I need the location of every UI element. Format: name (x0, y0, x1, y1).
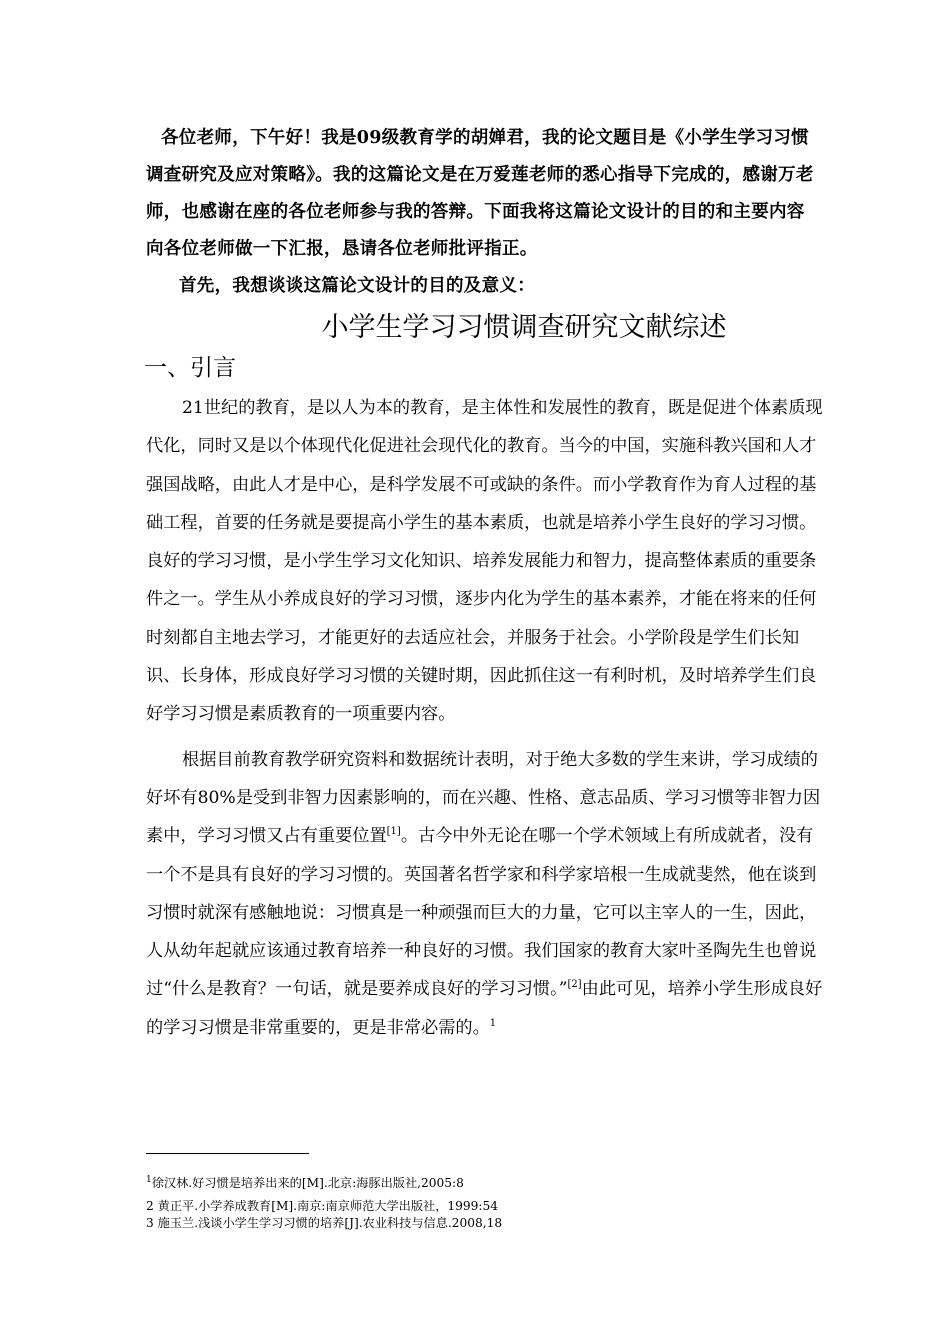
document-title (0, 308, 950, 348)
intro-paragraph-1: 各位老师，下午好！我是09级教育学的胡婵君，我的论文题目是《小学生学习习惯调查研究及应对策略》。我的这篇论文是在万爱莲老师的悉心指导下完成的，感谢万老师，也感谢在座的各位老师参与我的答辩。下面我将这篇论文设计的目的和主要内容向各位老师做一下汇报，恳请各位老师批评指正。 (146, 128, 814, 259)
footnote-separator (146, 1153, 309, 1154)
footnote-2: 2 黄正平.小学养成教育[M].南京:南京师范大学出版社，1999:54 (146, 1199, 499, 1213)
body-paragraph-1: 21世纪的教育，是以人为本的教育，是主体性和发展性的教育，既是促进个体素质现代化，同时又是以个体现代化促进社会现代化的教育。当今的中国，实施科教兴国和人才强国战略，由此人才是中心，是科学发展不可或缺的条件。而小学教育作为育人过程的基础工程，首要的任务就是要提高小学生的基本素质，也就是培养小学生良好的学习习惯。良好的学习习惯，是小学生学习文化知识、培养发展能力和智力，提高整体素质的重要条件之一。学生从小养成良好的学习习惯，逐步内化为学生的基本素养，才能在将来的任何时刻都自主地去学习，才能更好的去适应社会，并服务于社会。小学阶段是学生们长知识、长身体，形成良好学习习惯的关键时期，因此抓住这一有利时机，及时培养学生们良好学习习惯是素质教育的一项重要内容。 (146, 398, 823, 725)
citation-ref-1: [1] (386, 826, 401, 838)
footnote-3: 3 施玉兰.浅谈小学生学习习惯的培养[J].农业科技与信息.2008,18 (146, 1216, 503, 1230)
body-paragraph-2-part-c: 由此可见，培养小学生形成良好的学习习惯是非常重要的，更是非常必需的。 (146, 979, 823, 1038)
section-body (146, 389, 826, 1047)
document-title-text: 小学生学习习惯调查研究文献综述 (321, 312, 727, 343)
section-heading: 一、引言 (144, 355, 236, 381)
footnote-1 (146, 1172, 826, 1192)
intro-paragraph-2: 首先，我想谈谈这篇论文设计的目的及意义： (179, 276, 535, 296)
body-paragraph-2-part-b: 。古今中外无论在哪一个学术领域上有所成就者，没有一个不是具有良好的学习习惯的。英国著名哲学家和科学家培根一生成就斐然，他在谈到习惯时就深有感触地说：习惯真是一种顽强而巨大的力量，它可以主宰人的一生，因此，人从幼年起就应该通过教育培养一种良好的习惯。我们国家的教育大家叶圣陶先生也曾说过“什么是教育？一句话，就是要养成良好的学习习惯。” (146, 826, 817, 1000)
citation-ref-2: [2] (567, 979, 582, 991)
speech-intro (146, 120, 816, 305)
footnote-1-mark: 1 (146, 1175, 152, 1185)
footnote-1-text: 徐汉林.好习惯是培养出来的[M].北京:海豚出版社,2005:8 (151, 1176, 464, 1190)
footnote-ref-1: 1 (489, 1017, 497, 1029)
footnotes (146, 1172, 826, 1232)
body-paragraph-2 (146, 741, 826, 1047)
body-paragraph-2-part-a: 根据目前教育教学研究资料和数据统计表明，对于绝大多数的学生来讲，学习成绩的好坏有80%是受到非智力因素影响的，而在兴趣、性格、意志品质、学习习惯等非智力因素中，学习习惯又占有重要位置 (146, 749, 821, 847)
